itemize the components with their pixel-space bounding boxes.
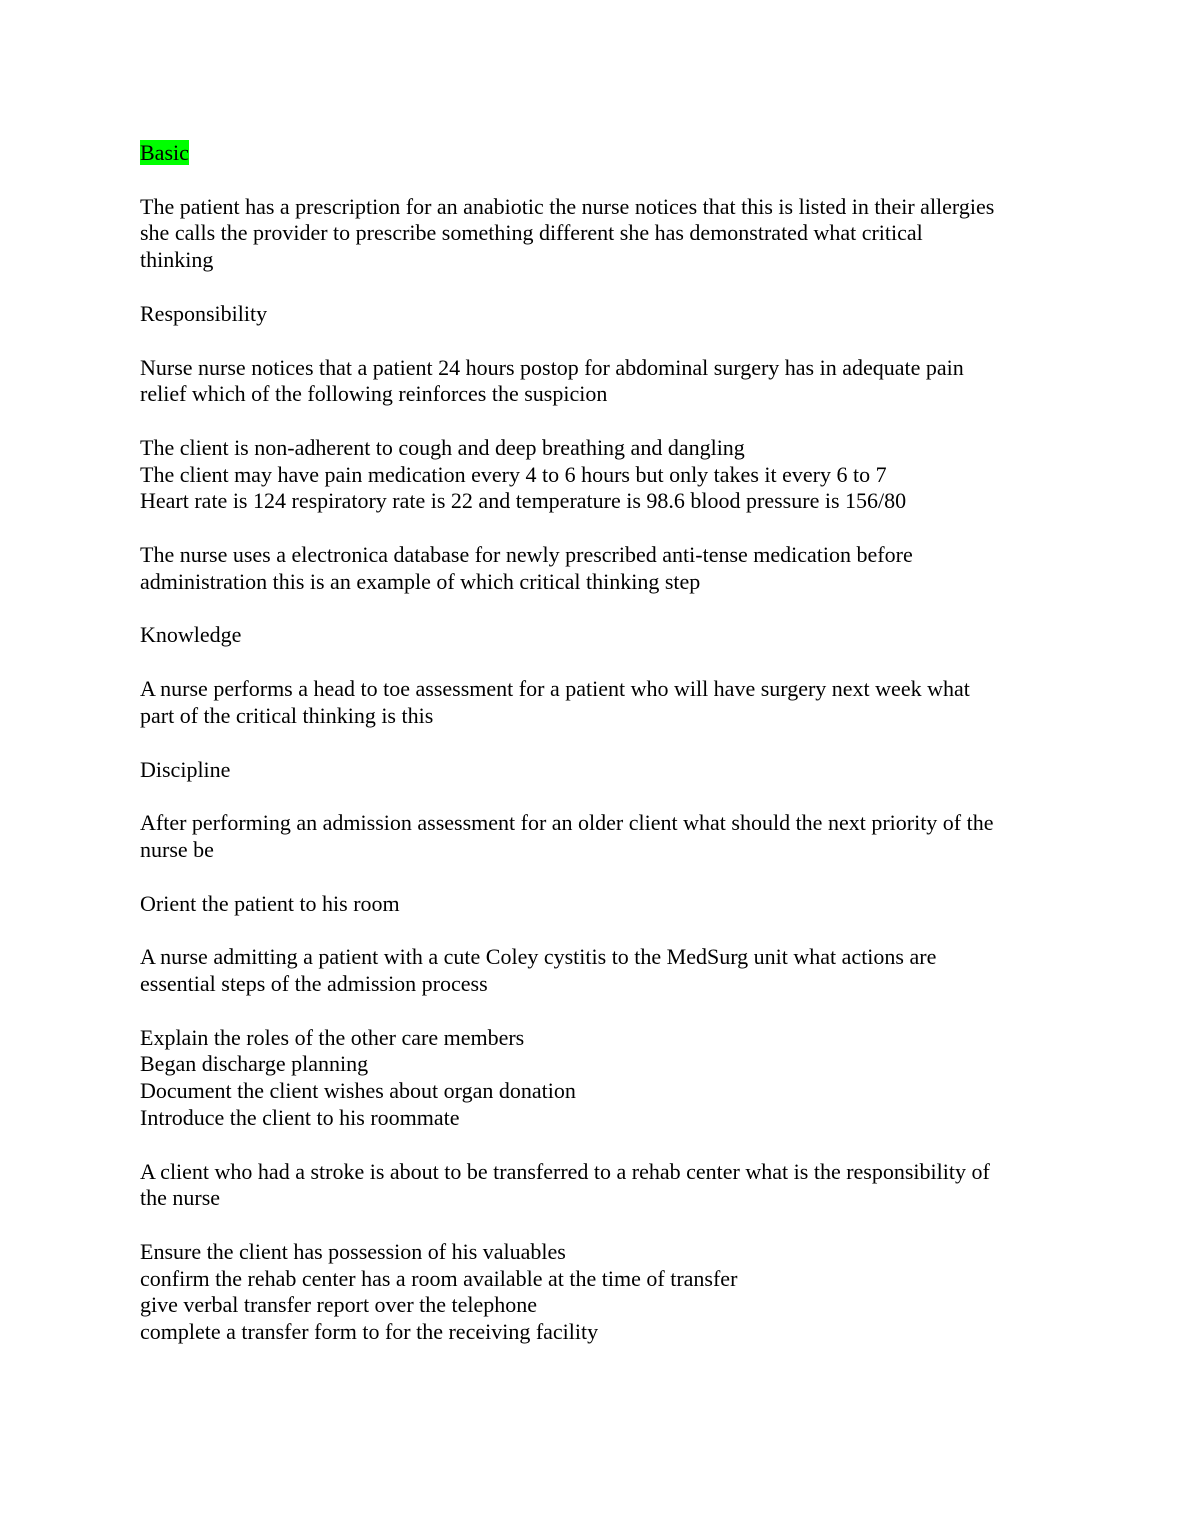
text-line: the nurse <box>140 1185 221 1211</box>
answer-paragraph <box>140 622 1060 649</box>
text-line: Knowledge <box>140 622 242 648</box>
text-line: part of the critical thinking is this <box>140 702 434 728</box>
text-line: she calls the provider to prescribe something different she has demonstrated what critical <box>140 220 923 246</box>
options-list <box>140 435 1060 515</box>
option-line: Document the client wishes about organ donation <box>140 1078 576 1104</box>
document-body <box>140 140 1060 1373</box>
text-line: nurse be <box>140 836 214 862</box>
answer-paragraph <box>140 301 1060 328</box>
question-paragraph <box>140 810 1060 863</box>
text-line: The patient has a prescription for an anabiotic the nurse notices that this is listed in their allergies <box>140 193 995 219</box>
text-line: relief which of the following reinforces the suspicion <box>140 381 608 407</box>
option-line: The client is non-adherent to cough and deep breathing and dangling <box>140 434 745 460</box>
text-line: A nurse admitting a patient with a cute Coley cystitis to the MedSurg unit what actions are <box>140 944 937 970</box>
text-line: Orient the patient to his room <box>140 890 400 916</box>
question-paragraph <box>140 944 1060 997</box>
text-line: The nurse uses a electronica database for newly prescribed anti-tense medication before <box>140 542 913 568</box>
option-line: The client may have pain medication every 4 to 6 hours but only takes it every 6 to 7 <box>140 461 887 487</box>
text-line: Responsibility <box>140 300 268 326</box>
question-paragraph <box>140 194 1060 274</box>
heading-basic <box>140 140 1060 167</box>
option-line: Ensure the client has possession of his valuables <box>140 1238 566 1264</box>
text-line: A client who had a stroke is about to be transferred to a rehab center what is the responsibility of <box>140 1158 990 1184</box>
option-line: confirm the rehab center has a room available at the time of transfer <box>140 1265 738 1291</box>
text-line: After performing an admission assessment for an older client what should the next priority of the <box>140 810 994 836</box>
option-line: complete a transfer form to for the receiving facility <box>140 1319 599 1345</box>
option-line: Heart rate is 124 respiratory rate is 22 and temperature is 98.6 blood pressure is 156/80 <box>140 488 907 514</box>
options-list <box>140 1025 1060 1132</box>
text-line: Nurse nurse notices that a patient 24 hours postop for abdominal surgery has in adequate pain <box>140 354 964 380</box>
text-line: Discipline <box>140 756 231 782</box>
text-line: thinking <box>140 247 214 273</box>
option-line: Explain the roles of the other care members <box>140 1024 525 1050</box>
text-line: A nurse performs a head to toe assessment for a patient who will have surgery next week what <box>140 676 970 702</box>
text-line: essential steps of the admission process <box>140 971 488 997</box>
question-paragraph <box>140 676 1060 729</box>
answer-paragraph <box>140 757 1060 784</box>
options-list <box>140 1239 1060 1346</box>
option-line: give verbal transfer report over the telephone <box>140 1292 538 1318</box>
option-line: Introduce the client to his roommate <box>140 1104 460 1130</box>
highlighted-text: Basic <box>140 140 189 165</box>
text-line: administration this is an example of which critical thinking step <box>140 568 701 594</box>
question-paragraph <box>140 355 1060 408</box>
answer-paragraph <box>140 891 1060 918</box>
question-paragraph <box>140 1159 1060 1212</box>
question-paragraph <box>140 542 1060 595</box>
option-line: Began discharge planning <box>140 1051 369 1077</box>
